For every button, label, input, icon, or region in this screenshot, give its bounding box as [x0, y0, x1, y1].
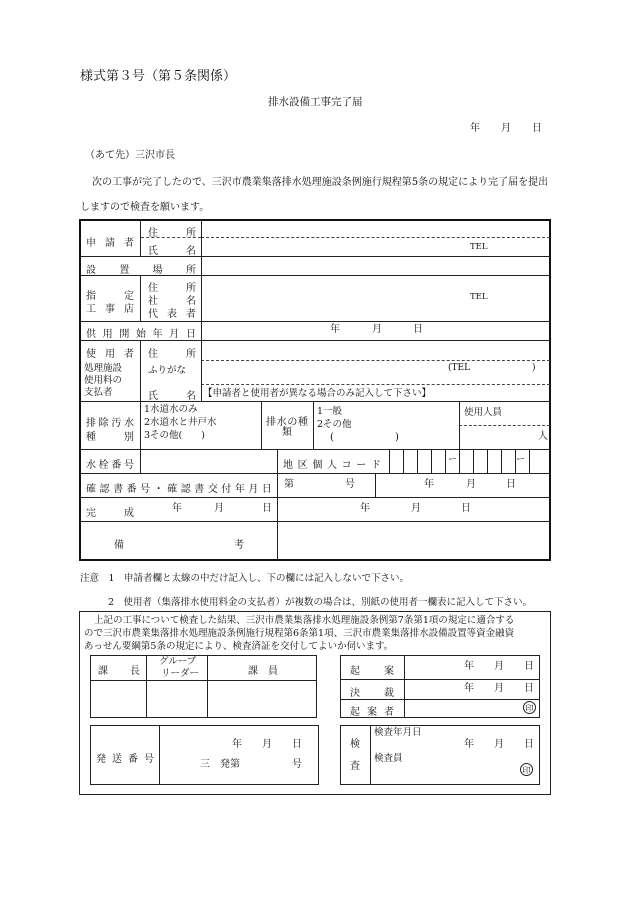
addressee: （あて先）三沢市長 — [85, 150, 175, 161]
start-year: 年 — [330, 324, 340, 335]
payer-tel-label: (TEL — [448, 363, 471, 373]
user-label: 使 用 者 — [86, 349, 134, 360]
payer-name-label: 氏 名 — [148, 391, 196, 402]
completion-year: 年 — [172, 503, 182, 514]
send-number-label: 発 送 番 号 — [96, 754, 154, 765]
form-number: 様式第３号（第５条関係） — [80, 69, 237, 84]
drafted-label: 起 案 — [350, 666, 394, 677]
completion-day: 日 — [262, 503, 272, 514]
inspection-label-2: 査 — [350, 761, 360, 772]
payer-note: 【申請者と使用者が異なる場合のみ記入して下さい】 — [203, 388, 432, 399]
code-dash-1: ー — [448, 455, 458, 465]
note-1: 注意 1 申請者欄と太線の中だけ記入し、下の欄には記入しないで下さい。 — [80, 573, 410, 584]
date-day-label: 日 — [532, 123, 542, 134]
contractor-label-1: 指 定 — [86, 291, 134, 302]
cert-month: 月 — [466, 479, 476, 490]
group-leader-label-1: グループ — [159, 656, 197, 667]
drafter-seal: 印 — [523, 701, 536, 714]
note-2: 2 使用者（集落排水使用料金の支払者）が複数の場合は、別紙の使用者一欄表に記入して下さい。 — [108, 597, 533, 608]
office-text-3: あっせん要綱第5条の規定により、検査済証を交付してよいか伺います。 — [84, 641, 394, 652]
date-year-label: 年 — [470, 123, 480, 134]
start-date-label: 供 用 開 始 年 月 日 — [86, 329, 196, 340]
completion-month: 月 — [214, 503, 224, 514]
users-unit: 人 — [538, 431, 548, 442]
start-month: 月 — [372, 324, 382, 335]
completion2-year: 年 — [360, 503, 370, 514]
decided-year: 年 — [464, 683, 474, 694]
drain-type-2: 2その他 — [317, 419, 352, 430]
inspection-year: 年 — [464, 739, 474, 750]
date-month-label: 月 — [501, 123, 511, 134]
decided-label: 決 裁 — [350, 688, 394, 699]
contractor-label-2: 工 事 店 — [86, 304, 134, 315]
staff-label: 課 員 — [248, 666, 278, 677]
users-count-label: 使用人員 — [464, 407, 503, 418]
completion2-day: 日 — [461, 503, 471, 514]
completion2-month: 月 — [411, 503, 421, 514]
completion-label: 完 成 — [86, 508, 134, 519]
inspection-date-label: 検査年月日 — [374, 727, 422, 738]
cert-number-label: 確 認 書 番 号 ・ 確 認 書 交 付 年 月 日 — [86, 484, 272, 495]
form-title: 排水設備工事完了届 — [268, 96, 363, 108]
drain-type-label-1: 排 水 の 種 — [266, 417, 308, 428]
cert-no-prefix: 第 — [284, 479, 294, 490]
group-leader-label-2: リーダー — [161, 668, 200, 679]
payer-label-3: 支払者 — [84, 387, 113, 398]
office-text-1: 上記の工事について検査した結果、三沢市農業集落排水処理施設条例第7条第1項の規定に適合する — [94, 615, 515, 626]
payer-label-1: 処理施設 — [84, 363, 123, 374]
furigana-label: ふりがな — [148, 365, 187, 376]
inspection-month: 月 — [494, 739, 504, 750]
applicant-tel-label: TEL — [470, 242, 488, 252]
section-chief-label: 課 長 — [98, 666, 140, 677]
applicant-name-label: 氏 名 — [148, 246, 196, 257]
sewage-type-3: 3その他( ) — [144, 430, 205, 441]
contractor-address-label: 住 所 — [148, 283, 196, 294]
sewage-type-label-1: 排 除 汚 水 — [86, 418, 134, 429]
drafted-month: 月 — [494, 661, 504, 672]
drain-type-label-2: 類 — [282, 427, 292, 438]
sewage-type-2: 2水道水と井戸水 — [144, 417, 217, 428]
faucet-number-label: 水 栓 番 号 — [86, 460, 134, 471]
decided-month: 月 — [494, 683, 504, 694]
inspection-label-1: 検 — [350, 739, 360, 750]
drain-type-1: 1一般 — [317, 406, 343, 417]
drafted-day: 日 — [524, 661, 534, 672]
user-address-label: 住 所 — [148, 349, 196, 360]
drafted-year: 年 — [464, 661, 474, 672]
drafter-label: 起 案 者 — [350, 707, 394, 718]
cert-day: 日 — [506, 479, 516, 490]
contractor-company-label: 社 名 — [148, 296, 196, 307]
send-year: 年 — [232, 739, 242, 750]
payer-tel-close: ) — [532, 363, 536, 373]
office-text-2: ので三沢市農業集落排水処理施設条例施行規程第6条第1項、三沢市農業集落排水設備設置等資金融資 — [84, 628, 515, 639]
cert-year: 年 — [424, 479, 434, 490]
send-month: 月 — [262, 739, 272, 750]
contractor-tel-label: TEL — [470, 292, 488, 302]
inspector-label: 検査員 — [374, 753, 403, 764]
sewage-type-label-2: 種 別 — [86, 432, 134, 443]
send-suffix: 号 — [292, 759, 302, 770]
code-dash-2: ー — [516, 455, 526, 465]
payer-label-2: 使用料の — [84, 375, 123, 386]
contractor-rep-label: 代 表 者 — [148, 309, 196, 320]
intro-line-1: 次の工事が完了したので、三沢市農業集落排水処理施設条例施行規程第5条の規定により完了届を提出 — [92, 177, 549, 188]
send-day: 日 — [292, 739, 302, 750]
send-prefix: 三 発第 — [200, 759, 240, 770]
applicant-address-label: 住 所 — [148, 228, 196, 239]
remarks-label: 備 考 — [114, 540, 244, 551]
drain-paren-open: ( — [330, 432, 334, 443]
inspector-seal: 印 — [520, 763, 533, 776]
install-place-label: 設 置 場 所 — [86, 265, 196, 276]
drain-paren-close: ) — [395, 432, 399, 443]
cert-no-suffix: 号 — [345, 479, 355, 490]
inspection-day: 日 — [524, 739, 534, 750]
applicant-label: 申 請 者 — [86, 238, 134, 249]
area-code-label: 地 区 個 人 コ ー ド — [283, 460, 381, 471]
decided-day: 日 — [524, 683, 534, 694]
intro-line-2: しますので検査を願います。 — [80, 202, 210, 213]
start-day: 日 — [413, 324, 423, 335]
sewage-type-1: 1水道水のみ — [144, 404, 198, 415]
